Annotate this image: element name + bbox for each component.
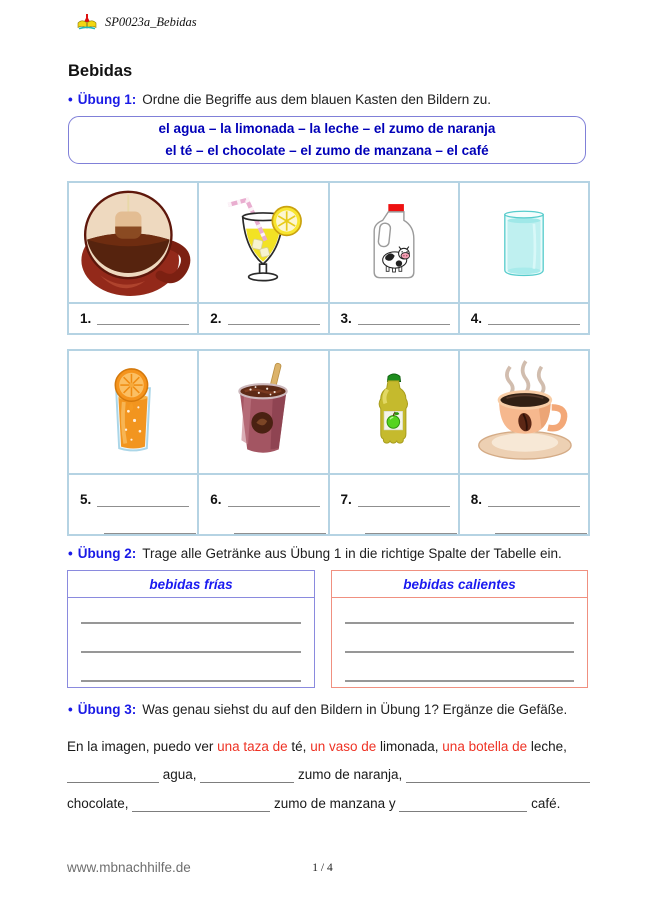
exercise2-instruction: Trage alle Getränke aus Übung 1 in die richtige Spalte der Tabelle ein.: [142, 546, 562, 561]
cold-drinks-body: [68, 598, 314, 687]
sentence-text: zumo de naranja,: [294, 767, 407, 782]
page-title: Bebidas: [68, 62, 133, 80]
item-number: 8.: [470, 492, 483, 507]
sentence-text: chocolate,: [67, 795, 133, 811]
answer-blank: [365, 521, 457, 534]
sentence-text: café.: [527, 795, 561, 811]
writing-line: [81, 680, 301, 682]
sentence-text: agua,: [158, 767, 201, 782]
writing-line: [345, 651, 574, 653]
water-glass-image: [459, 182, 589, 303]
mbnachhilfe-logo-icon: [77, 13, 97, 31]
bullet-icon: •: [68, 702, 73, 717]
page-number: 1 / 4: [312, 862, 333, 874]
word-box-line1: el agua – la limonada – la leche – el zumo de naranja: [158, 121, 496, 136]
answer-blank: [228, 494, 320, 507]
exercise2-label: Übung 2:: [77, 546, 137, 561]
item-number: 1.: [80, 311, 92, 326]
answer-blank: [399, 797, 527, 812]
item-number: 3.: [340, 311, 352, 326]
document-id: SP0023a_Bebidas: [105, 14, 197, 29]
item-number: 6.: [210, 492, 222, 507]
exercise3-heading: [68, 702, 567, 717]
exercise3-instruction: Was genau siehst du auf den Bildern in Übung 1? Ergänze die Gefäße.: [142, 702, 568, 717]
answer-cell-4: [459, 303, 589, 334]
answer-blank: [358, 312, 450, 325]
item-number: 7.: [340, 492, 352, 507]
hint-text-red: un vaso de: [310, 738, 377, 754]
answer-blank: [488, 494, 580, 507]
hot-drinks-table: [331, 570, 588, 688]
answer-blank: [495, 521, 587, 534]
sentence-text: En la imagen, puedo ver: [67, 738, 218, 754]
answer-blank: [97, 312, 189, 325]
writing-line: [345, 622, 574, 624]
answer-blank: [228, 312, 320, 325]
page-header: [77, 13, 197, 31]
answer-cell-8: [459, 474, 589, 535]
lemonade-glass-image: [198, 182, 328, 303]
answer-blank: [488, 312, 580, 325]
exercise3-label: Übung 3:: [77, 702, 137, 717]
exercise1-heading: [68, 92, 491, 107]
answer-cell-7: [329, 474, 459, 535]
answer-cell-3: [329, 303, 459, 334]
answer-cell-1: [68, 303, 198, 334]
answer-blank: [104, 521, 196, 534]
page-footer: [0, 857, 645, 881]
item-number: 2.: [210, 311, 222, 326]
website-link[interactable]: www.mbnachhilfe.de: [67, 860, 191, 875]
answer-blank: [358, 494, 450, 507]
tea-cup-image: [68, 182, 198, 303]
answer-cell-2: [198, 303, 328, 334]
sentence-text: limonada,: [376, 738, 443, 754]
paragraph-line-1: [67, 726, 590, 755]
paragraph-line-3: [67, 783, 590, 812]
fill-in-paragraph: [67, 726, 590, 812]
exercise2-heading: [68, 546, 562, 561]
sentence-text: zumo de manzana y: [270, 795, 400, 811]
answer-cell-5: [68, 474, 198, 535]
answer-blank: [67, 768, 159, 783]
picture-table-2: [67, 349, 590, 536]
sentence-text: té,: [287, 738, 311, 754]
answer-blank: [406, 768, 590, 783]
bullet-icon: •: [68, 92, 73, 107]
sentence-text: leche,: [527, 738, 567, 754]
picture-table-1: [67, 181, 590, 335]
hint-text-red: una botella de: [442, 738, 528, 754]
apple-juice-bottle-image: [329, 350, 459, 474]
cold-drinks-table: [67, 570, 315, 688]
exercise1-label: Übung 1:: [77, 92, 137, 107]
bullet-icon: •: [68, 546, 73, 561]
answer-blank: [234, 521, 326, 534]
word-box: [68, 116, 586, 164]
item-number: 5.: [80, 492, 92, 507]
answer-blank: [132, 797, 270, 812]
answer-blank: [200, 768, 294, 783]
chocolate-drink-image: [198, 350, 328, 474]
hot-drinks-header: bebidas calientes: [332, 571, 587, 598]
orange-juice-glass-image: [68, 350, 198, 474]
paragraph-line-2: [67, 755, 590, 784]
writing-line: [345, 680, 574, 682]
milk-bottle-image: [329, 182, 459, 303]
coffee-cup-image: [459, 350, 589, 474]
exercise1-instruction: Ordne die Begriffe aus dem blauen Kasten den Bildern zu.: [142, 92, 491, 107]
hot-drinks-body: [332, 598, 587, 687]
answer-blank: [97, 494, 189, 507]
cold-drinks-header: bebidas frías: [68, 571, 314, 598]
writing-line: [81, 651, 301, 653]
writing-line: [81, 622, 301, 624]
word-box-line2: el té – el chocolate – el zumo de manzana – el café: [165, 143, 489, 158]
hint-text-red: una taza de: [217, 738, 288, 754]
item-number: 4.: [470, 311, 483, 326]
answer-cell-6: [198, 474, 328, 535]
